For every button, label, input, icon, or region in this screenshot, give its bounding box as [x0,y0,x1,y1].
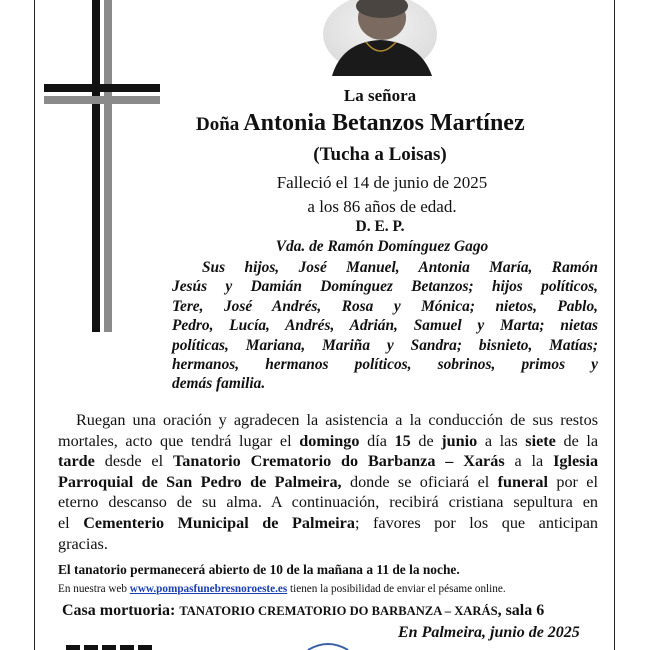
family-line: demás familia. [172,375,266,393]
text: donde se oficiará el [349,472,490,491]
honorific: Doña [196,114,240,135]
text-bold: Cementerio Municipal de Palmeira [83,513,355,532]
mortuary-place: TANATORIO CREMATORIO DO BARBANZA – XARÁS [179,604,498,618]
text: de [418,431,434,450]
web-prefix: En nuestra web [58,583,127,595]
text: ; favores por los que anticipan [354,513,598,532]
announcement-line [58,472,598,493]
family-line: Jesús y Damián Domínguez Betanzos; hijos políticos, [172,278,598,296]
text-bold: siete [525,431,556,450]
family-line: Sus hijos, José Manuel, Antonia María, Ramón [202,259,598,276]
text: de la [563,431,599,450]
title-prefix: La señora [343,86,417,105]
text: Ruegan una oración y agradecen la asistencia a la conducción de sus restos [76,411,598,429]
text-bold: junio [441,431,478,450]
text: día [367,431,387,450]
family-line: Pedro, Lucía, Andrés, Adrián, Samuel y Marta; nietas [172,317,598,335]
deceased-name-line [196,110,525,137]
text: a la [514,452,544,471]
mortuary-room: , sala 6 [497,602,545,619]
text-bold: funeral [497,472,548,491]
text-bold: tarde [58,452,95,471]
rip-text: D. E. P. [355,218,405,235]
right-border-line [614,0,615,650]
deceased-name: Antonia Betanzos Martínez [243,110,525,136]
text-bold: Tanatorio Crematorio do Barbanza – Xarás [172,452,505,471]
text: mortales, acto que tendrá lugar el [58,431,292,450]
tanatorio-hours: El tanatorio permanecerá abierto de 10 de la mañana a 11 de la noche. [58,562,460,577]
place-date: En Palmeira, junio de 2025 [398,624,580,641]
text-bold: Parroquial de San Pedro de Palmeira, [58,472,342,491]
text: desde el [104,452,164,471]
text-bold: domingo [299,431,360,450]
text: por el [556,472,598,491]
announcement-line [58,410,598,431]
announcement-line [58,492,598,513]
death-date: Falleció el 14 de junio de 2025 [276,173,488,192]
text-bold: 15 [394,431,411,450]
web-line [58,583,506,595]
text: a las [484,431,518,450]
announcement-line [58,534,598,555]
portrait-photo [322,0,438,76]
announcement-line [58,513,598,534]
text: el [58,513,70,532]
web-suffix: tienen la posibilidad de enviar el pésame online. [290,583,506,595]
text: gracias. [58,534,108,553]
mortuary-line [62,602,544,620]
family-line: hermanos, hermanos políticos, sobrinos, primos y [172,356,598,374]
nickname: (Tucha a Loisas) [313,144,447,165]
emblem-logo [306,642,350,650]
family-list [172,258,598,394]
announcement-line [58,431,598,452]
widow-text: Vda. de Ramón Domínguez Gago [275,238,489,255]
left-border-line [34,0,35,650]
family-line: políticas, Mariana, Mariña y Sandra; bisnieto, Matías; [172,336,598,354]
text: eterno descanso de su alma. A continuación, recibirá cristiana sepultura en [58,493,598,512]
family-line: Tere, José Andrés, Rosa y Mónica; nietos, Pablo, [172,297,598,315]
announcement-line [58,451,598,472]
company-logo [66,645,152,650]
cross-icon [44,0,160,335]
announcement-paragraph [58,410,598,554]
mortuary-label: Casa mortuoria: [62,602,176,619]
age: a los 86 años de edad. [307,197,457,216]
text-bold: Iglesia [553,452,599,471]
website-link[interactable]: www.pompasfunebresnoroeste.es [129,583,288,595]
